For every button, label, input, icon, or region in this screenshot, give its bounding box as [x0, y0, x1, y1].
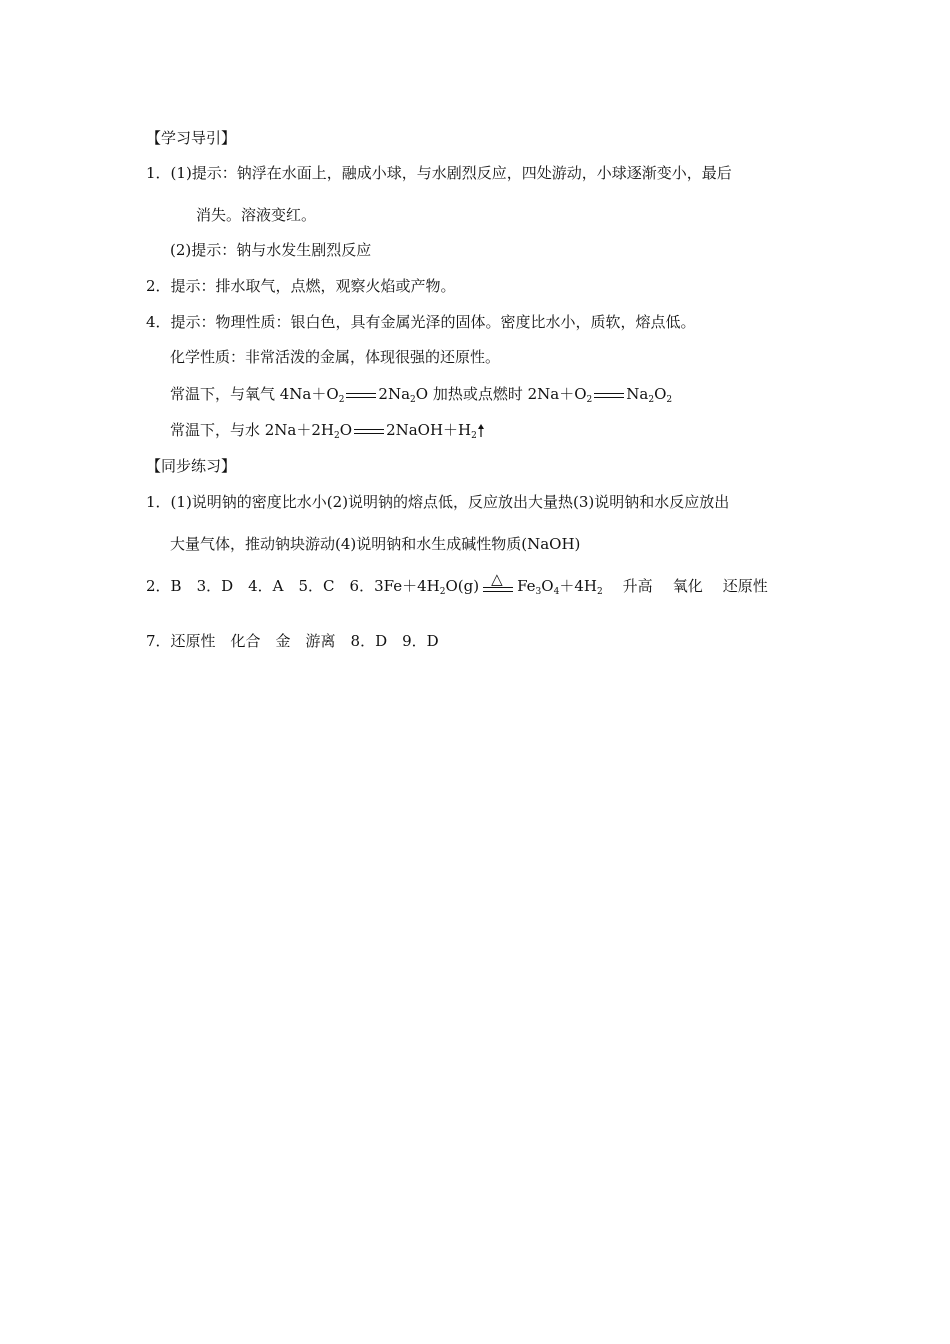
guide-q1-part1-text-b: 消失。溶液变红。 — [196, 206, 317, 224]
eq-text: 常温下，与水 2Na＋2H — [170, 421, 335, 439]
equals-sign — [594, 393, 624, 398]
heat-equals-sign — [483, 570, 513, 597]
answer-word: 升高 — [622, 577, 653, 595]
eq-subscript: 2 — [596, 587, 603, 597]
section-header-practice: 【同步练习】 — [146, 457, 237, 475]
eq-text: 2Na — [378, 385, 411, 403]
heat-delta-icon: △ — [491, 570, 503, 588]
section-header-guide: 【学习导引】 — [146, 129, 237, 147]
answer-word: 氧化 — [672, 577, 703, 595]
eq-subscript: 4 — [553, 587, 560, 597]
guide-q4-physical: 4．提示：物理性质：银白色，具有金属光泽的固体。密度比水小，质软，熔点低。 — [146, 313, 696, 331]
guide-q1-part1-text-a: (1)提示：钠浮在水面上，融成小球，与水剧烈反应，四处游动，小球逐渐变小，最后 — [170, 164, 732, 182]
eq-subscript: 2 — [648, 395, 655, 405]
eq-text: O — [541, 577, 554, 595]
eq-subscript: 2 — [666, 395, 673, 405]
eq-subscript: 2 — [334, 431, 340, 441]
guide-q2: 2．提示：排水取气，点燃，观察火焰或产物。 — [146, 277, 456, 295]
guide-q1-line1 — [146, 163, 732, 183]
gas-up-arrow-icon — [477, 424, 485, 438]
eq-text: O 加热或点燃时 2Na＋O — [415, 385, 587, 403]
eq-subscript: 2 — [586, 395, 593, 405]
eq-subscript: 2 — [439, 587, 446, 597]
practice-q7-q9-line: 7．还原性 化合 金 游离 8．D 9．D — [146, 632, 439, 650]
eq-subscript: 3 — [535, 587, 542, 597]
guide-q1-part2: (2)提示：钠与水发生剧烈反应 — [170, 241, 372, 259]
guide-q4-water-equation — [170, 420, 485, 443]
eq-text: 2．B 3．D 4．A 5．C 6．3Fe＋4H — [146, 577, 440, 595]
eq-text: 2NaOH＋H — [386, 421, 472, 439]
eq-text: 常温下，与氧气 4Na＋O — [170, 385, 339, 403]
equals-sign — [483, 587, 513, 592]
answer-word: 还原性 — [722, 577, 768, 595]
eq-text: O — [339, 421, 353, 439]
practice-q1-line2: 大量气体，推动钠块游动(4)说明钠和水生成碱性物质(NaOH) — [170, 535, 581, 553]
eq-subscript: 2 — [338, 395, 345, 405]
guide-q4-chemical: 化学性质：非常活泼的金属，体现很强的还原性。 — [170, 348, 501, 366]
guide-q4-oxygen-equation — [170, 384, 672, 407]
practice-q2-q6-line — [146, 570, 768, 599]
eq-subscript: 2 — [410, 395, 416, 405]
eq-text: Na — [626, 385, 649, 403]
eq-text: ＋4H — [559, 577, 597, 595]
eq-text: O — [654, 385, 667, 403]
guide-q1-number: 1． — [146, 164, 171, 182]
equals-sign — [354, 429, 384, 434]
equals-sign — [346, 393, 376, 398]
eq-text: Fe — [517, 577, 536, 595]
eq-subscript: 2 — [471, 431, 477, 441]
eq-text: O(g) — [445, 577, 480, 595]
practice-q1-line1: 1．(1)说明钠的密度比水小(2)说明钠的熔点低，反应放出大量热(3)说明钠和水反应放出 — [146, 493, 730, 511]
